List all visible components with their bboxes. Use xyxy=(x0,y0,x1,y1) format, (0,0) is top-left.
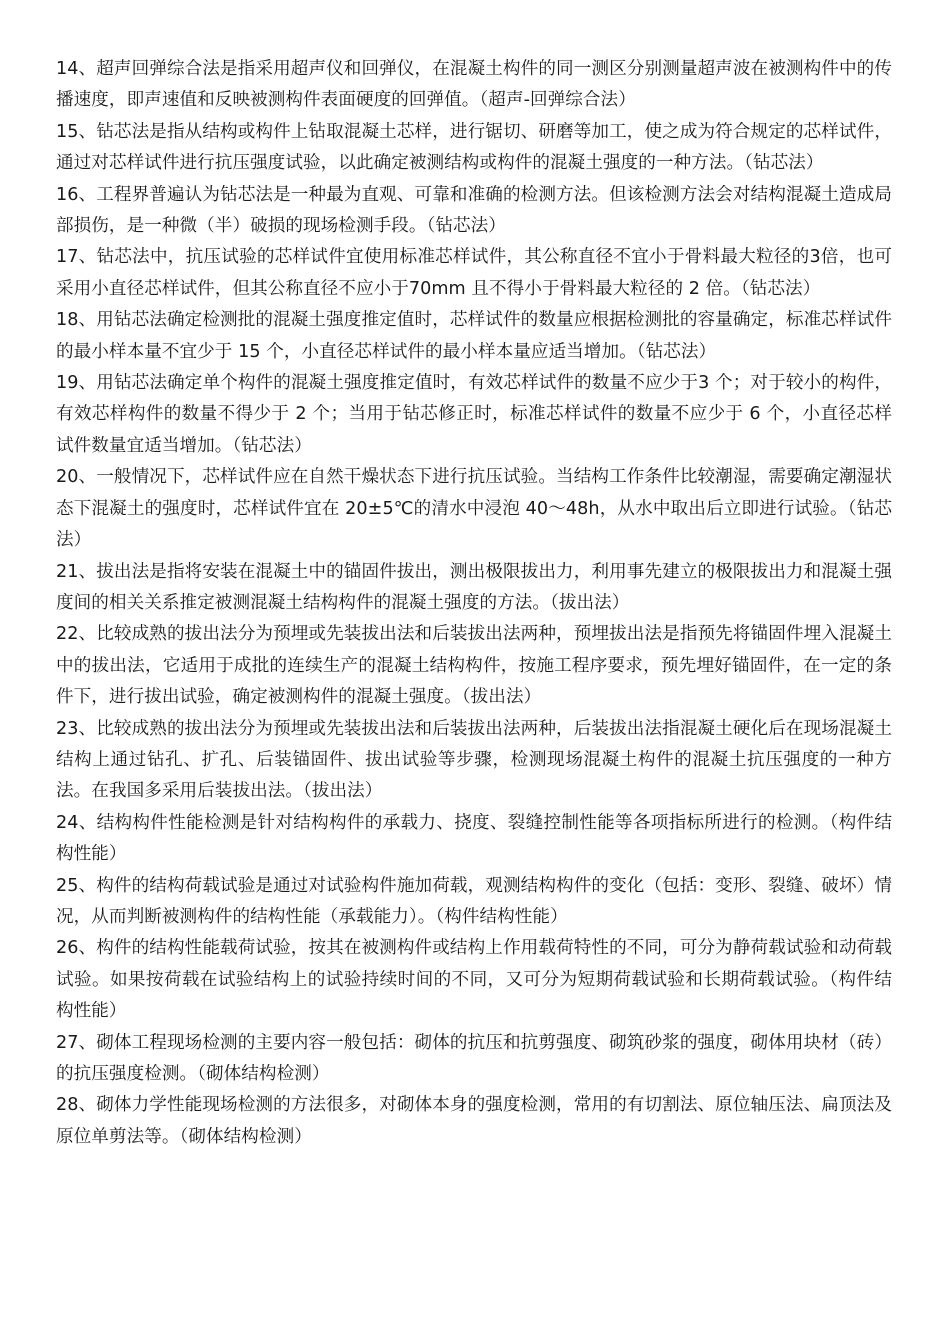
paragraph-20: 20、一般情况下，芯样试件应在自然干燥状态下进行抗压试验。当结构工作条件比较潮湿，需要确定潮湿状态下混凝土的强度时，芯样试件宜在 20±5℃的清水中浸泡 40～48h，从水中取出后立即进行试验。（钻芯法） xyxy=(56,467,892,551)
paragraph-14: 14、超声回弹综合法是指采用超声仪和回弹仪，在混凝土构件的同一测区分别测量超声波在被测构件中的传播速度，即声速值和反映被测构件表面硬度的回弹值。（超声-回弹综合法） xyxy=(56,59,892,111)
paragraph-24: 24、结构构件性能检测是针对结构构件的承载力、挠度、裂缝控制性能等各项指标所进行的检测。（构件结构性能） xyxy=(56,812,892,865)
paragraph-26: 26、构件的结构性能载荷试验，按其在被测构件或结构上作用载荷特性的不同，可分为静荷载试验和动荷载试验。如果按荷载在试验结构上的试验持续时间的不同，又可分为短期荷载试验和长期荷载试验。（构件结构性能） xyxy=(56,938,892,1022)
paragraph-21: 21、拔出法是指将安装在混凝土中的锚固件拔出，测出极限拔出力，利用事先建立的极限拔出力和混凝土强度间的相关关系推定被测混凝土结构构件的混凝土强度的方法。（拔出法） xyxy=(56,561,892,613)
paragraph-25: 25、构件的结构荷载试验是通过对试验构件施加荷载，观测结构构件的变化（包括：变形、裂缝、破坏）情况，从而判断被测构件的结构性能（承载能力）。（构件结构性能） xyxy=(56,875,892,927)
paragraph-28: 28、砌体力学性能现场检测的方法很多，对砌体本身的强度检测，常用的有切割法、原位轴压法、扁顶法及原位单剪法等。（砌体结构检测） xyxy=(56,1095,892,1147)
paragraph-17: 17、钻芯法中，抗压试验的芯样试件宜使用标准芯样试件，其公称直径不宜小于骨料最大粒径的3倍，也可采用小直径芯样试件，但其公称直径不应小于70mm 且不得小于骨料最大粒径的 2 倍。（钻芯法） xyxy=(56,247,892,299)
paragraph-19: 19、用钻芯法确定单个构件的混凝土强度推定值时，有效芯样试件的数量不应少于3 个；对于较小的构件，有效芯样构件的数量不得少于 2 个；当用于钻芯修正时，标准芯样试件的数量不应少于 6 个，小直径芯样试件数量宜适当增加。（钻芯法） xyxy=(56,373,892,456)
paragraph-23: 23、比较成熟的拔出法分为预埋或先装拔出法和后装拔出法两种，后装拔出法指混凝土硬化后在现场混凝土结构上通过钻孔、扩孔、后装锚固件、拔出试验等步骤，检测现场混凝土构件的混凝土抗压强度的一种方法。在我国多采用后装拔出法。（拔出法） xyxy=(56,718,892,802)
document-page xyxy=(56,54,892,1153)
paragraph-27: 27、砌体工程现场检测的主要内容一般包括：砌体的抗压和抗剪强度、砌筑砂浆的强度，砌体用块材（砖）的抗压强度检测。（砌体结构检测） xyxy=(56,1032,892,1084)
paragraph-18: 18、用钻芯法确定检测批的混凝土强度推定值时，芯样试件的数量应根据检测批的容量确定，标准芯样试件的最小样本量不宜少于 15 个，小直径芯样试件的最小样本量应适当增加。（钻芯法） xyxy=(56,310,892,362)
paragraph-22: 22、比较成熟的拔出法分为预埋或先装拔出法和后装拔出法两种，预埋拔出法是指预先将锚固件埋入混凝土中的拔出法，它适用于成批的连续生产的混凝土结构构件，按施工程序要求，预先埋好锚固件，在一定的条件下，进行拔出试验，确定被测构件的混凝土强度。（拔出法） xyxy=(56,624,892,708)
paragraph-15: 15、钻芯法是指从结构或构件上钻取混凝土芯样，进行锯切、研磨等加工，使之成为符合规定的芯样试件，通过对芯样试件进行抗压强度试验，以此确定被测结构或构件的混凝土强度的一种方法。（钻芯法） xyxy=(56,121,892,174)
paragraph-16: 16、工程界普遍认为钻芯法是一种最为直观、可靠和准确的检测方法。但该检测方法会对结构混凝土造成局部损伤，是一种微（半）破损的现场检测手段。（钻芯法） xyxy=(56,184,892,237)
